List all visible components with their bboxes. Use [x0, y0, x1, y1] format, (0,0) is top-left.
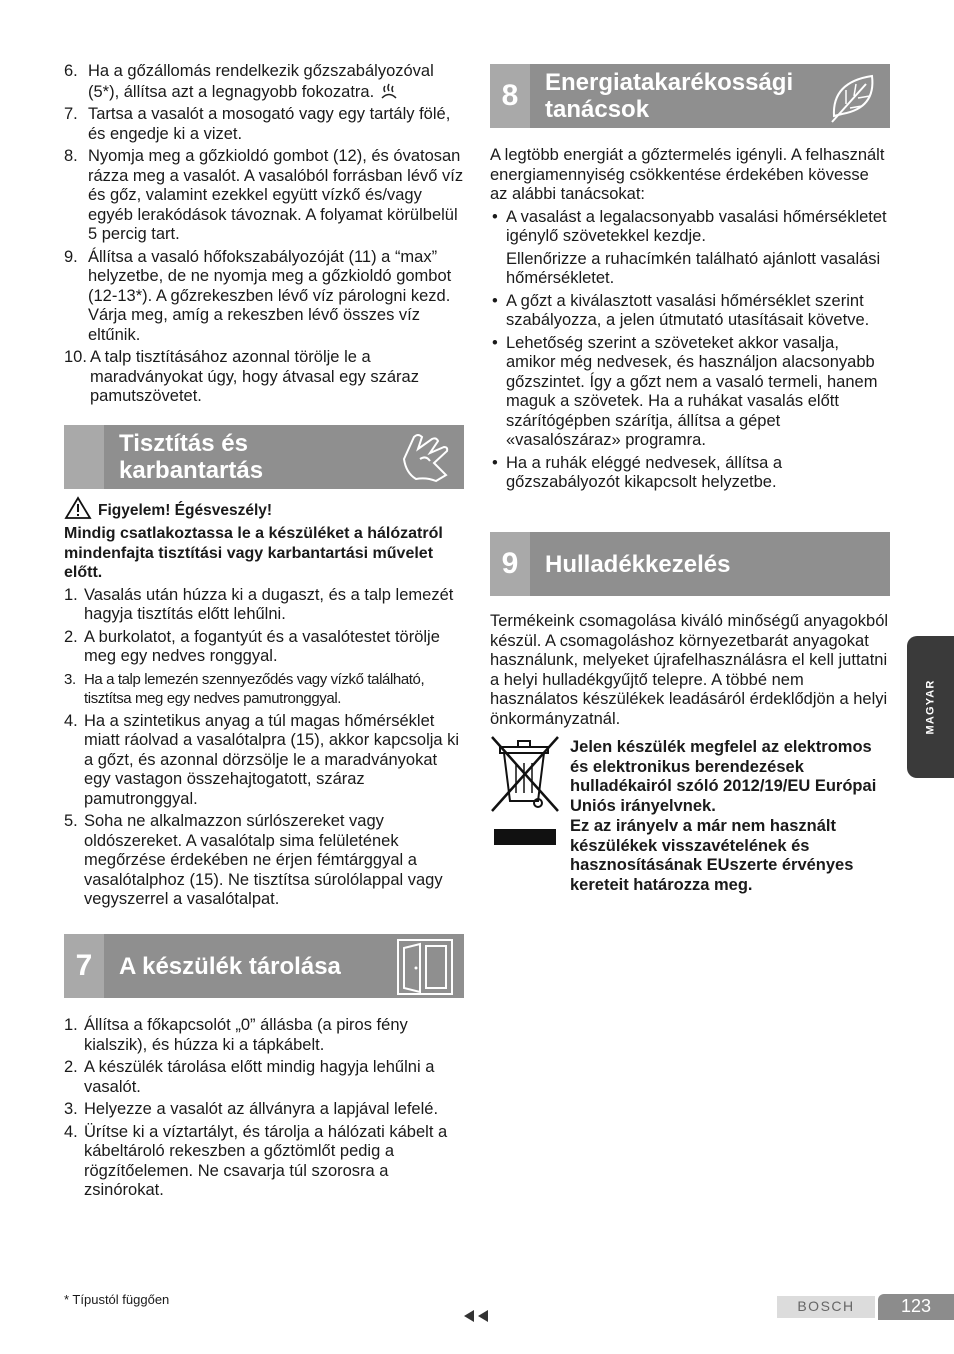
energy-number: 8	[490, 64, 530, 128]
list-item: • Ha a ruhák eléggé nedvesek, állítsa a gőzszabályozót kikapcsolt helyzetbe.	[490, 454, 890, 493]
cleaning-steps-list	[64, 586, 464, 910]
list-item: 9. Állítsa a vasaló hőfokszabályozóját (11) a “max” helyzetbe, de ne nyomja meg a gőzkioldó gombot (12-13*). A gőzrekeszben lévő víz párologni kezd. Várja meg, amíg a rekeszben lévő összes víz eltűnik.	[64, 247, 452, 344]
list-item: 4. Ha a szintetikus anyag a túl magas hőmérséklet miatt ráolvad a vasalótalpra (15), akkor kapcsolja ki a gőzt, és azonnal dörzsölje le a maradványokat egy vastagon összehajtogatott, száraz pamutronggyal.	[64, 711, 460, 808]
cleaning-number-box	[64, 425, 104, 489]
energy-header	[490, 64, 890, 128]
list-item: 6. Ha a gőzállomás rendelkezik gőzszabályozóval (5*), állítsa azt a legnagyobb fokozatra.	[64, 62, 434, 101]
storage-title: A készülék tárolása	[119, 952, 341, 980]
list-item: 4. Ürítse ki a víztartályt, és tárolja a hálózati kábelt a kábeltároló rekeszben a gőztömlőt pedig a rögzítőelemen. Ne csavarja túl szorosra a zsinórokat.	[64, 1122, 448, 1199]
weee-statement: Jelen készülék megfelel az elektromos és elektronikus berendezések hulladékairól szóló 2012/19/EU Európai Uniós irányelvnek.	[570, 738, 877, 815]
disposal-title: Hulladékkezelés	[545, 550, 731, 578]
list-item: • A vasalást a legalacsonyabb vasalási hőmérsékletet igénylő szövetekkel kezdje. Ellenőrizze a ruhacímkén található ajánlott vasalási hőmérsékletet.	[490, 208, 890, 289]
previous-page-icon[interactable]	[462, 1308, 492, 1324]
warning-triangle-icon	[64, 496, 92, 520]
page-number: 123	[878, 1294, 954, 1320]
cabinet-icon	[394, 938, 456, 996]
list-item: • A gőzt a kiválasztott vasalási hőmérséklet szerint szabályozza, a jelen útmutató utasításait követve.	[490, 292, 890, 331]
top-steps-list	[64, 62, 464, 407]
disposal-number: 9	[490, 532, 530, 596]
storage-block	[64, 1016, 464, 1204]
leaf-icon	[826, 68, 882, 124]
list-item: 2. A készülék tárolása előtt mindig hagyja lehűlni a vasalót.	[64, 1058, 435, 1096]
brand-label: BOSCH	[777, 1296, 875, 1318]
list-item: 3. Helyezze a vasalót az állványra a lapjával lefelé.	[64, 1100, 439, 1118]
cleaning-header	[64, 425, 464, 489]
cleaning-title: Tisztítás és karbantartás	[119, 430, 264, 484]
list-item: 3. Ha a talp lemezén szennyeződés vagy vízkő található, tisztítsa meg egy nedves pamutronggyal.	[64, 670, 425, 707]
disposal-intro: Termékeink csomagolása kiváló minőségű anyagokból készül. A csomagoláshoz környezetbarát anyagokat használunk, melyeket újrafelhasználásra el kell juttatni a helyi hulladékgyűjtő telepre. A többé nem használatos készülékek leadásáról érdeklődjön a helyi önkormányzatnál.	[490, 612, 889, 728]
top-steps-block	[64, 62, 464, 410]
energy-block	[490, 146, 890, 496]
storage-number: 7	[64, 934, 104, 998]
energy-tips-list	[490, 208, 890, 493]
warning-heading: Figyelem! Égésveszély!	[64, 496, 464, 520]
list-item: 1. Vasalás után húzza ki a dugaszt, és a talp lemezét hagyja tisztítás előtt lehűlni.	[64, 585, 454, 623]
warning-text: Mindig csatlakoztassa le a készüléket a hálózatról mindenfajta tisztítási vagy karbantartási művelet előtt.	[64, 525, 443, 581]
list-item: 7. Tartsa a vasalót a mosogató vagy egy tartály fölé, és engedje ki a vizet.	[64, 105, 451, 143]
crossed-bin-icon	[490, 735, 560, 847]
steam-icon	[379, 82, 399, 100]
weee-directive: Ez az irányelv a már nem használt készülékek visszavételének és hasznosításának EUszerte érvényes kereteit határozza meg.	[570, 817, 854, 894]
language-tab: MAGYAR	[907, 636, 954, 778]
energy-title: Energiatakarékossági tanácsok	[545, 69, 794, 123]
energy-intro: A legtöbb energiát a gőztermelés igényli. A felhasznált energiamennyiség csökkentése érdekében kövesse az alábbi tanácsokat:	[490, 146, 885, 203]
storage-steps-list	[64, 1016, 464, 1201]
list-item: 1. Állítsa a főkapcsolót „0” állásba (a piros fény kialszik), és húzza ki a tápkábelt.	[64, 1016, 408, 1054]
disposal-block	[490, 612, 890, 729]
list-item: 8. Nyomja meg a gőzkioldó gombot (12), és óvatosan rázza meg a vasalót. A vasalóból forrásban lévő víz és gőz, valamint ezekkel együtt vízkő és/vagy egyéb lerakódások távoznak. A folyamat körülbelül 5 percig tart.	[64, 147, 464, 243]
list-item: 10. A talp tisztításához azonnal törölje le a maradványokat úgy, hogy átvasal egy száraz pamutszövetet.	[64, 348, 419, 405]
list-item: 5. Soha ne alkalmazzon súrlószereket vagy oldószereket. A vasalótalp sima felületének megőrzése érdekében ne érjen fémtárggyal a vasalótalphoz (15). Ne tisztítsa súrolólappal vagy vegyszerrel a vasalótalpat.	[64, 812, 443, 908]
list-item: 2. A burkolatot, a fogantyút és a vasalótestet törölje meg egy nedves ronggyal.	[64, 627, 440, 665]
storage-header	[64, 934, 464, 998]
disposal-header	[490, 532, 890, 596]
footnote: * Típustól függően	[64, 1292, 170, 1307]
list-item: • Lehetőség szerint a szöveteket akkor vasalja, amikor még nedvesek, és használjon alacsonyabb gőzszintet. Így a gőzt nem a vasaló termeli, hanem maguk a szövetek. Ha a ruhákat vasalás előtt szárítógépben szárítja, állítsa a gépet «vasalószáraz» programra.	[490, 334, 890, 451]
hand-wipe-icon	[396, 429, 456, 485]
cleaning-block	[64, 496, 464, 913]
